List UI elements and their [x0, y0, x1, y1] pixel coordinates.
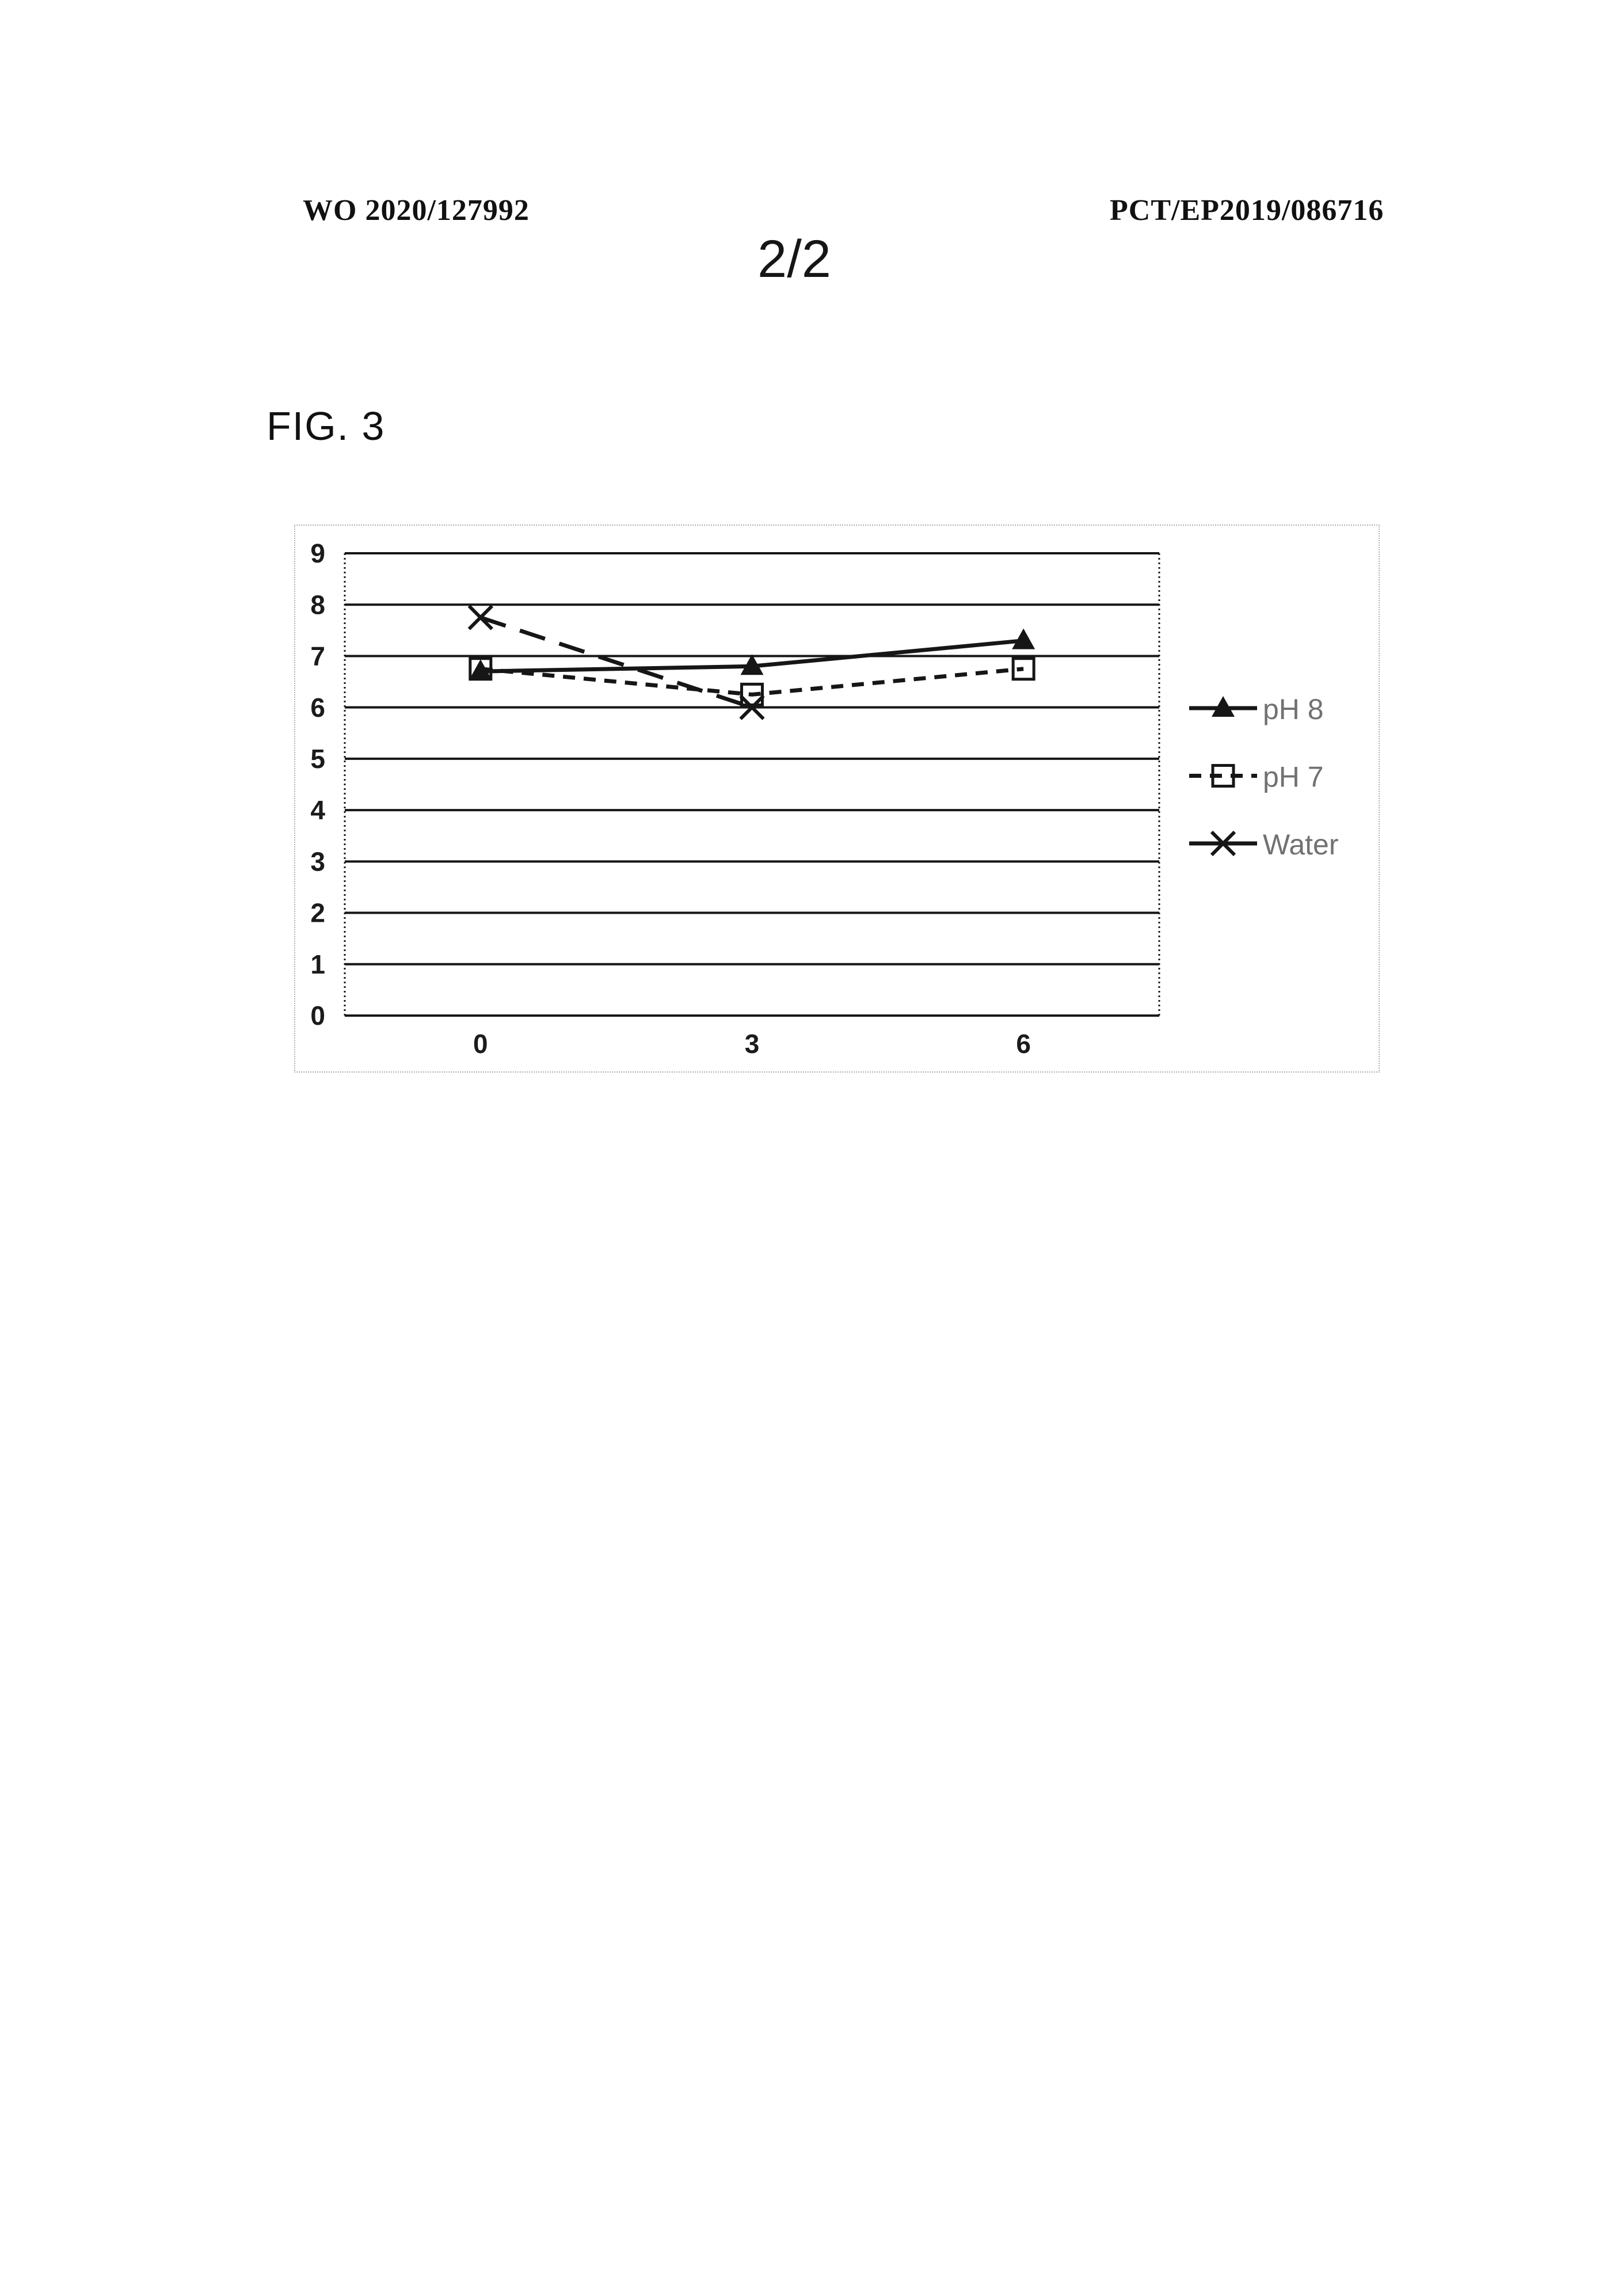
x-tick-label-0: 0 [473, 1029, 488, 1059]
figure-label: FIG. 3 [266, 404, 386, 448]
legend-item-ph-7 [1189, 761, 1324, 793]
y-tick-label-9: 9 [310, 538, 325, 569]
figure-border-box [294, 524, 1380, 1073]
sheet-number: 2/2 [757, 230, 831, 288]
y-tick-label-5: 5 [310, 743, 325, 774]
y-tick-label-6: 6 [310, 692, 325, 723]
y-tick-label-0: 0 [310, 1001, 325, 1031]
series-ph-8 [469, 629, 1035, 681]
x-tick-label-3: 3 [744, 1029, 760, 1059]
y-tick-label-7: 7 [310, 641, 325, 671]
publication-number: WO 2020/127992 [303, 194, 530, 227]
line-chart [295, 526, 1379, 1071]
legend-label: pH 7 [1263, 761, 1324, 793]
x-tick-label-6: 6 [1016, 1029, 1031, 1059]
legend-item-ph-8 [1189, 693, 1324, 725]
series-line [481, 618, 752, 708]
y-tick-label-2: 2 [310, 898, 325, 928]
legend-label: pH 8 [1263, 693, 1324, 725]
y-tick-label-8: 8 [310, 590, 325, 620]
legend-label: Water [1263, 828, 1339, 861]
marker-triangle-filled [1012, 629, 1035, 649]
series-water [469, 606, 764, 719]
legend-item-water [1189, 828, 1339, 861]
y-tick-label-1: 1 [310, 949, 325, 979]
application-number: PCT/EP2019/086716 [1110, 194, 1384, 227]
y-tick-label-4: 4 [310, 795, 325, 826]
y-tick-label-3: 3 [310, 846, 325, 877]
